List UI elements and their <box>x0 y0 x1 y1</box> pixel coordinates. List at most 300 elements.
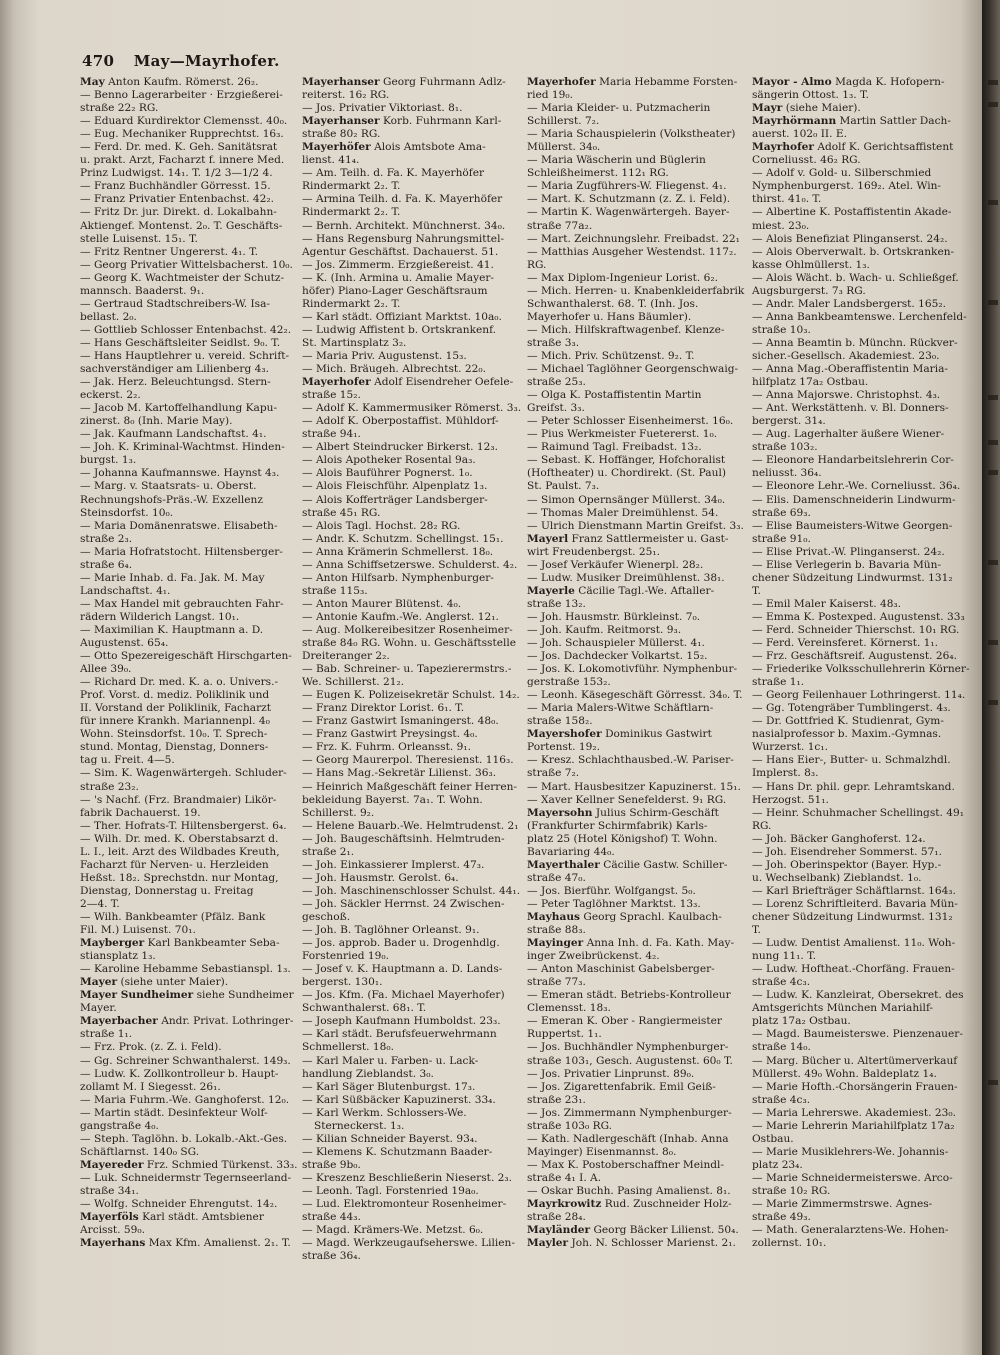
directory-line <box>302 976 524 989</box>
entry-text: straße 14₀. <box>752 1041 811 1054</box>
entry-text: — Marg. Bücher u. Altertümerverkauf <box>752 1054 958 1067</box>
entry-text: — Bernh. Architekt. Münchnerst. 34₀. <box>302 219 506 232</box>
directory-line <box>80 520 298 533</box>
entry-text: u. Wechselbank) Zieblandst. 1₀. <box>752 871 922 884</box>
entry-text: lienst. 41₄. <box>302 154 360 167</box>
entry-text: — Georg Feilenhauer Lothringerst. 11₄. <box>752 689 966 702</box>
surname: Mayerhanser <box>302 115 380 128</box>
entry-text: 2—4. T. <box>80 897 120 910</box>
directory-line <box>752 259 977 272</box>
directory-line <box>302 1146 524 1159</box>
entry-text: — Franz Gastwirt Preysingst. 4₀. <box>302 728 478 741</box>
entry-text: — Xaver Kellner Senefelderst. 9₁ RG. <box>527 793 727 806</box>
entry-text: straße 45₁ RG. <box>302 506 381 519</box>
directory-line <box>752 624 977 637</box>
entry-text: straße 80₂ RG. <box>302 128 381 141</box>
entry-text: — Gottlieb Schlosser Entenbachst. 42₂. <box>80 323 292 336</box>
entry-text: — Sebast. K. Hoffänger, Hofchoralist <box>527 454 726 467</box>
surname: Mayler <box>527 1237 569 1250</box>
directory-line <box>302 389 524 402</box>
directory-line <box>527 976 749 989</box>
directory-line <box>527 311 749 324</box>
entry-text: — Raimund Tagl. Freibadst. 13₂. <box>527 441 702 454</box>
directory-line <box>80 1081 298 1094</box>
directory-line <box>302 963 524 976</box>
directory-line <box>527 454 749 467</box>
entry-text: — Otto Spezereigeschäft Hirschgarten- <box>80 650 292 663</box>
directory-line <box>752 1120 977 1133</box>
directory-line <box>80 180 298 193</box>
entry-text: bergerst. 130₁. <box>302 976 383 989</box>
entry-text: Rindermarkt 2₂. T. <box>302 297 401 310</box>
entry-text: — Matthias Ausgeher Westendst. 117₂. <box>527 245 737 258</box>
entry-text: Dominikus Gastwirt <box>605 728 712 741</box>
directory-line <box>527 389 749 402</box>
directory-line <box>752 663 977 676</box>
entry-text: — Friederike Volksschullehrerin Körner- <box>752 663 970 676</box>
entry-text: — Wilh. Dr. med. K. Oberstabsarzt d. <box>80 832 279 845</box>
entry-text: — Karl Werkm. Schlossers-We. Sterneckerst. 1₃. <box>302 1106 467 1132</box>
directory-line <box>302 480 524 493</box>
directory-line <box>527 102 749 115</box>
directory-line <box>527 1211 749 1224</box>
directory-line <box>752 285 977 298</box>
entry-text: für innere Krankh. Mariannenpl. 4₀ <box>80 715 270 728</box>
directory-line <box>80 624 298 637</box>
entry-text: Schäftlarnst. 140₀ SG. <box>80 1145 200 1158</box>
directory-line <box>80 89 298 102</box>
directory-line <box>527 1081 749 1094</box>
entry-text: Landschaftst. 4₁. <box>80 584 171 597</box>
entry-text: — Emma K. Postexped. Augustenst. 33₃ <box>752 610 965 623</box>
directory-line <box>752 311 977 324</box>
directory-line <box>80 963 298 976</box>
entry-text: Agentur Geschäftst. Dachauerst. 51. <box>302 245 499 258</box>
directory-line <box>302 441 524 454</box>
entry-text: — Ferd. Schneider Thierschst. 10₁ RG. <box>752 623 960 636</box>
entry-text: — Joh. Säckler Herrnst. 24 Zwischen- <box>302 897 505 910</box>
directory-line <box>752 911 977 924</box>
surname: Mayrkrowitz <box>527 1198 602 1211</box>
surname: Mayersohn <box>527 806 593 819</box>
directory-line <box>527 494 749 507</box>
directory-line <box>302 833 524 846</box>
entry-text: — Emil Maler Kaiserst. 48₃. <box>752 597 902 610</box>
entry-text: Augustenst. 65₄. <box>80 637 169 650</box>
entry-text: — Joh. B. Taglöhner Orleanst. 9₁. <box>302 924 480 937</box>
entry-text: straße 84₀ RG. Wohn. u. Geschäftsstelle <box>302 637 517 650</box>
entry-text: — Am. Teilh. d. Fa. K. Mayerhöfer <box>302 167 485 180</box>
directory-line <box>527 663 749 676</box>
surname: Mayhaus <box>527 911 580 923</box>
edge-mark <box>988 102 998 107</box>
entry-text: — Georg Privatier Wittelsbacherst. 10₀. <box>80 258 293 271</box>
running-title: May—Mayrhofer. <box>133 52 280 70</box>
directory-line <box>527 872 749 885</box>
entry-text: — Bab. Schreiner- u. Tapezierermstrs.- <box>302 663 512 676</box>
directory-line <box>302 89 524 102</box>
directory-line <box>302 937 524 950</box>
entry-text: Wohn. Steinsdorfst. 10₀. T. Sprech- <box>80 728 268 741</box>
surname: Mayerhofer <box>527 76 596 88</box>
directory-line <box>752 154 977 167</box>
entry-text: straße 34₁. <box>80 1184 139 1197</box>
directory-line <box>302 911 524 924</box>
surname: Mayerbacher <box>80 1015 158 1028</box>
directory-line <box>302 1002 524 1015</box>
directory-line <box>527 1237 749 1250</box>
entry-text: platz 17a₂ Ostbau. <box>752 1015 851 1028</box>
edge-mark <box>988 700 998 705</box>
entry-text: — Ferd. Vereinsferet. Körnerst. 1₁. <box>752 637 939 650</box>
directory-line <box>527 741 749 754</box>
directory-line <box>527 193 749 206</box>
directory-line <box>80 976 298 989</box>
entry-text: straße 23₂. <box>80 780 139 793</box>
entry-text: — Mich. Hilfskraftwagenbef. Klenze- <box>527 323 725 336</box>
directory-line <box>527 1159 749 1172</box>
entry-text: Schillerst. 7₂. <box>527 115 600 128</box>
directory-line <box>80 1237 298 1250</box>
surname: Mayrhofer <box>752 141 814 154</box>
directory-line <box>80 1107 298 1120</box>
entry-text: — Jos. Privatier Linprunst. 89₀. <box>527 1067 695 1080</box>
directory-line <box>302 1159 524 1172</box>
entry-text: chener Südzeitung Lindwurmst. 131₂ <box>752 911 953 923</box>
directory-line <box>80 415 298 428</box>
entry-text: — Olga K. Postaffistentin Martin <box>527 389 702 402</box>
entry-text: — Franz Gastwirt Ismaningerst. 48₀. <box>302 715 499 728</box>
directory-line <box>80 650 298 663</box>
directory-line <box>80 1002 298 1015</box>
directory-line <box>302 533 524 546</box>
entry-text: bellast. 2₀. <box>80 310 137 323</box>
entry-text: zollamt M. I Siegesst. 26₁. <box>80 1080 221 1093</box>
directory-line <box>80 820 298 833</box>
entry-text: höfer) Piano-Lager Geschäftsraum <box>302 284 488 297</box>
entry-text: Aktiengef. Montenst. 2₀. T. Geschäfts- <box>80 219 283 232</box>
entry-text: — Maria Fuhrm.-We. Ganghoferst. 12₀. <box>80 1093 290 1106</box>
directory-line <box>752 728 977 741</box>
directory-line <box>80 324 298 337</box>
directory-line <box>80 441 298 454</box>
entry-text: Prinz Ludwigst. 14₁. T. 1/2 3—1/2 4. <box>80 167 273 180</box>
entry-text: — Elis. Damenschneiderin Lindwurm- <box>752 493 956 506</box>
directory-line <box>80 167 298 180</box>
entry-text: zinerst. 8₀ (Inh. Marie May). <box>80 415 233 428</box>
directory-line <box>302 754 524 767</box>
directory-line <box>752 846 977 859</box>
directory-line <box>80 546 298 559</box>
entry-text: — Richard Dr. med. K. a. o. Univers.- <box>80 676 279 689</box>
entry-text: chener Südzeitung Lindwurmst. 131₂ <box>752 571 953 584</box>
directory-line <box>80 663 298 676</box>
directory-line <box>527 76 749 89</box>
entry-text: — K. (Inh. Armina u. Amalie Mayer- <box>302 271 495 284</box>
directory-line <box>752 272 977 285</box>
directory-line <box>527 441 749 454</box>
directory-line <box>527 415 749 428</box>
entry-text: — Jos. Bierführ. Wolfgangst. 5₀. <box>527 884 696 897</box>
directory-line <box>80 467 298 480</box>
directory-line <box>527 1028 749 1041</box>
entry-text: — Anna Mag.-Oberaffistentin Maria- <box>752 363 948 376</box>
entry-text: — Benno Lagerarbeiter · Erzgießerei- <box>80 89 283 102</box>
edge-mark <box>988 470 998 475</box>
entry-text: platz 23₄. <box>752 1158 803 1171</box>
entry-text: — Alois Apotheker Rosental 9a₃. <box>302 454 476 467</box>
directory-line <box>752 89 977 102</box>
directory-line <box>302 559 524 572</box>
entry-text: — Heinr. Schuhmacher Schellingst. 49₁ <box>752 806 964 819</box>
entry-text: straße 77a₂. <box>527 219 593 232</box>
directory-line <box>302 676 524 689</box>
directory-line <box>527 1055 749 1068</box>
column-1 <box>80 76 298 1250</box>
entry-text: Korb. Fuhrmann Karl- <box>383 115 502 128</box>
directory-line <box>302 585 524 598</box>
directory-line <box>80 1172 298 1185</box>
entry-text: — Helene Bauarb.-We. Helmtrudenst. 2₁ <box>302 819 519 832</box>
directory-line <box>527 402 749 415</box>
entry-text: Joh. N. Schlosser Marienst. 2₁. <box>571 1237 736 1250</box>
entry-text: — Gertraud Stadtschreibers-W. Isa- <box>80 297 270 310</box>
directory-line <box>527 324 749 337</box>
directory-line <box>527 820 749 833</box>
entry-text: straße 2₁. <box>302 845 355 858</box>
directory-line <box>302 220 524 233</box>
entry-text: — Anna Krämerin Schmellerst. 18₀. <box>302 545 494 558</box>
entry-text: kasse Ohlmüllerst. 1₃. <box>752 258 870 271</box>
directory-line <box>752 76 977 89</box>
directory-line <box>527 220 749 233</box>
entry-text: Dienstag, Donnerstag u. Freitag <box>80 884 254 897</box>
surname: Mayerhofer <box>302 376 371 389</box>
edge-mark <box>988 640 998 645</box>
surname: Mayberger <box>80 937 145 950</box>
directory-line <box>80 754 298 767</box>
directory-line <box>752 676 977 689</box>
directory-line <box>752 206 977 219</box>
entry-text: We. Schillerst. 21₂. <box>302 676 405 689</box>
directory-line <box>527 572 749 585</box>
entry-text: — Maria Malers-Witwe Schäftlarn- <box>527 702 714 715</box>
directory-line <box>302 259 524 272</box>
directory-line <box>302 467 524 480</box>
directory-line <box>752 363 977 376</box>
directory-line <box>527 363 749 376</box>
entry-text: — Kresz. Schlachthausbed.-W. Pariser- <box>527 754 734 767</box>
directory-line <box>752 650 977 663</box>
entry-text: — Steph. Taglöhn. b. Lokalb.-Akt.-Ges. <box>80 1132 288 1145</box>
directory-line <box>752 689 977 702</box>
entry-text: — Ludw. K. Zollkontrolleur b. Haupt- <box>80 1067 279 1080</box>
directory-line <box>752 546 977 559</box>
directory-line <box>527 728 749 741</box>
entry-text: straße 13₂. <box>527 597 586 610</box>
entry-text: — Anton Maschinist Gabelsberger- <box>527 963 715 976</box>
directory-line <box>527 1002 749 1015</box>
entry-text: straße 10₃. <box>752 323 811 336</box>
entry-text: reiterst. 16₂ RG. <box>302 89 390 102</box>
entry-text: — Eduard Kurdirektor Clemensst. 40₀. <box>80 115 288 128</box>
directory-line <box>752 1055 977 1068</box>
entry-text: straße 25₃. <box>527 376 586 389</box>
entry-text: Müllerst. 34₀. <box>527 141 601 154</box>
directory-line <box>80 1055 298 1068</box>
entry-text: — Joh. Bäcker Ganghoferst. 12₄. <box>752 832 926 845</box>
directory-line <box>752 428 977 441</box>
entry-text: Forstenried 19₀. <box>302 950 389 963</box>
directory-line <box>752 1094 977 1107</box>
entry-text: — Fritz Dr. jur. Direkt. d. Lokalbahn- <box>80 206 277 219</box>
entry-text: — Maria Kleider- u. Putzmacherin <box>527 102 711 115</box>
entry-text: — Albertine K. Postaffistentin Akade- <box>752 206 952 219</box>
directory-line <box>302 859 524 872</box>
entry-text: — Magd. Werkzeugaufseherswe. Lilien- <box>302 1237 515 1250</box>
directory-line <box>527 807 749 820</box>
entry-text: Schwanthalerst. 68. T. (Inh. Jos. <box>527 297 699 310</box>
directory-line <box>80 572 298 585</box>
directory-line <box>752 585 977 598</box>
entry-text: — Martin K. Wagenwärtergeh. Bayer- <box>527 206 730 219</box>
entry-text: — Karl Briefträger Schäftlarnst. 164₃. <box>752 884 956 897</box>
entry-text: straße 158₂. <box>527 715 593 728</box>
entry-text: straße 28₄. <box>527 1211 586 1224</box>
entry-text: — Jos. Buchhändler Nymphenburger- <box>527 1041 729 1054</box>
entry-text: Karl Bankbeamter Seba- <box>147 937 280 950</box>
entry-text: gangstraße 4₀. <box>80 1119 159 1132</box>
directory-line <box>527 781 749 794</box>
directory-line <box>752 507 977 520</box>
entry-text: — Magd. Krämers-We. Metzst. 6₀. <box>302 1224 484 1237</box>
directory-line <box>752 1133 977 1146</box>
directory-line <box>527 767 749 780</box>
directory-line <box>752 454 977 467</box>
entry-text: Adolf K. Gerichtsaffistent <box>817 141 954 154</box>
directory-line <box>302 1055 524 1068</box>
entry-text: — Anton Hilfsarb. Nymphenburger- <box>302 571 494 584</box>
entry-text: — Maria Zugführers-W. Fliegenst. 4₁. <box>527 180 727 193</box>
entry-text: — Jos. Zimmermann Nymphenburger- <box>527 1106 732 1119</box>
entry-text: — Adolf K. Oberpostaffist. Mühldorf- <box>302 415 499 428</box>
entry-text: straße 2₃. <box>80 532 133 545</box>
entry-text: — Eug. Mechaniker Rupprechtst. 16₃. <box>80 128 284 141</box>
entry-text: Schillerst. 9₂. <box>302 806 375 819</box>
entry-text: — Jos. Privatier Viktoriast. 8₁. <box>302 102 463 115</box>
directory-line <box>752 220 977 233</box>
entry-text: rädern Wilderich Langst. 10₁. <box>80 610 240 623</box>
entry-text: straße 4c₃. <box>752 1093 811 1106</box>
entry-text: — Jos. Zimmerm. Erzgießereist. 41. <box>302 258 494 271</box>
directory-line <box>752 924 977 937</box>
directory-line <box>302 846 524 859</box>
directory-line <box>302 637 524 650</box>
directory-line <box>80 898 298 911</box>
directory-line <box>527 1185 749 1198</box>
column-2 <box>302 76 524 1263</box>
directory-line <box>302 1237 524 1250</box>
directory-line <box>752 389 977 402</box>
entry-text: — Heinrich Maßgeschäft feiner Herren- <box>302 780 518 793</box>
entry-text: Anton Kaufm. Römerst. 26₂. <box>108 76 259 88</box>
directory-line <box>80 781 298 794</box>
entry-text: — Jos. Zigarettenfabrik. Emil Geiß- <box>527 1080 716 1093</box>
entry-text: bekleidung Bayerst. 7a₁. T. Wohn. <box>302 793 483 806</box>
surname: Mayr <box>752 102 783 115</box>
entry-text: straße 9b₀. <box>302 1158 361 1171</box>
directory-line <box>527 115 749 128</box>
directory-line <box>302 1224 524 1237</box>
entry-text: — Max Diplom-Ingenieur Lorist. 6₂. <box>527 271 718 284</box>
directory-line <box>80 128 298 141</box>
surname: May <box>80 76 105 88</box>
directory-line <box>302 598 524 611</box>
directory-line <box>527 1224 749 1237</box>
directory-line <box>752 115 977 128</box>
directory-line <box>752 702 977 715</box>
directory-line <box>80 1185 298 1198</box>
page-number: 470 <box>82 52 115 70</box>
directory-line <box>80 102 298 115</box>
entry-text: — Elise Baumeisters-Witwe Georgen- <box>752 519 953 532</box>
directory-line <box>527 337 749 350</box>
entry-text: siehe Sundheimer <box>196 989 294 1002</box>
entry-text: — Kilian Schneider Bayerst. 93₄. <box>302 1132 478 1145</box>
entry-text: — Wolfg. Schneider Ehrengutst. 14₂. <box>80 1198 278 1211</box>
directory-line <box>527 859 749 872</box>
directory-line <box>302 546 524 559</box>
directory-line <box>527 167 749 180</box>
entry-text: inger Zweibrückenst. 4₂. <box>527 950 660 963</box>
directory-line <box>302 1028 524 1041</box>
entry-text: — Jos. K. Lokomotivführ. Nymphenbur- <box>527 663 738 676</box>
entry-text: straße 10₂ RG. <box>752 1184 831 1197</box>
entry-text: Corneliusst. 46₂ RG. <box>752 154 861 167</box>
directory-line <box>527 885 749 898</box>
directory-line <box>302 885 524 898</box>
directory-line <box>302 415 524 428</box>
directory-line <box>80 311 298 324</box>
entry-text: (Frankfurter Schirmfabrik) Karls- <box>527 819 708 832</box>
entry-text: Schmellerst. 18₀. <box>302 1041 394 1054</box>
directory-line <box>302 324 524 337</box>
directory-line <box>752 950 977 963</box>
directory-line <box>752 989 977 1002</box>
directory-line <box>527 898 749 911</box>
entry-text: — Gg. Schreiner Schwanthalerst. 149₃. <box>80 1054 291 1067</box>
directory-line <box>302 1198 524 1211</box>
directory-line <box>752 1172 977 1185</box>
entry-text: (siehe unter Maier). <box>120 976 229 989</box>
directory-line <box>752 885 977 898</box>
entry-text: straße 4c₃. <box>752 976 811 989</box>
directory-line <box>752 1041 977 1054</box>
entry-text: Mayer. <box>80 1002 117 1015</box>
entry-text: — Armina Teilh. d. Fa. K. Mayerhöfer <box>302 193 503 206</box>
entry-text: Georg Bäcker Lilienst. 50₄. <box>593 1224 739 1237</box>
directory-line <box>752 1237 977 1250</box>
directory-line <box>752 233 977 246</box>
entry-text: — Kreszenz Beschließerin Nieserst. 2₃. <box>302 1171 513 1184</box>
entry-text: straße 7₂. <box>527 767 580 780</box>
entry-text: Franz Sattlermeister u. Gast- <box>571 532 729 545</box>
directory-line <box>302 246 524 259</box>
directory-line <box>527 924 749 937</box>
entry-text: Müllerst. 49₀ Wohn. Baldeplatz 1₄. <box>752 1067 937 1080</box>
directory-line <box>80 480 298 493</box>
directory-line <box>80 637 298 650</box>
